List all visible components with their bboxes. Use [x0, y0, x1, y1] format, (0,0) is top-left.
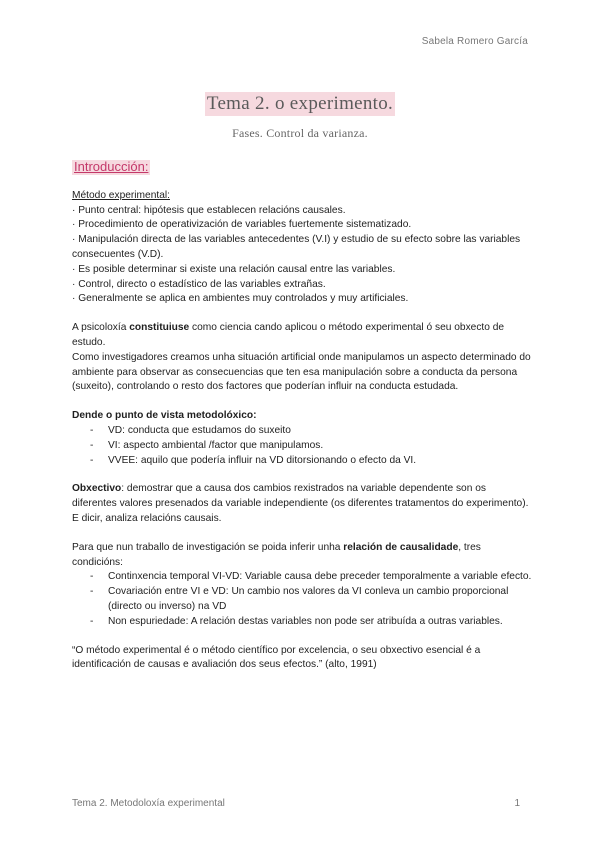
- list-item: - Continxencia temporal VI-VD: Variable causa debe preceder temporalmente a variable efecto.: [90, 570, 532, 585]
- list-item: - VVEE: aquilo que podería influir na VD ditorsionando o efecto da VI.: [90, 454, 532, 469]
- list-item: - Covariación entre VI e VD: Un cambio nos valores da VI conleva un cambio proporcional (directo ou inverso) na VD: [90, 585, 532, 615]
- document-body: [72, 160, 532, 673]
- causalidade-intro: Para que nun traballo de investigación se poida inferir unha relación de causalidade, tres condicións:: [72, 541, 481, 568]
- vista-block: [72, 409, 532, 468]
- bold-term: Obxectivo: [72, 483, 122, 495]
- list-item: - VI: aspecto ambiental /factor que manipulamos.: [90, 439, 532, 454]
- metodo-item: · Generalmente se aplica en ambientes muy controlados y muy artificiales.: [72, 293, 409, 305]
- metodo-item: · Manipulación directa de las variables antecedentes (V.I) y estudio de su efecto sobre las variables consecuentes (V.D).: [72, 234, 521, 260]
- page-number: 1: [514, 798, 520, 809]
- metodo-item: · Punto central: hipótesis que establecen relacións causales.: [72, 204, 346, 216]
- list-item: - VD: conducta que estudamos do suxeito: [90, 424, 532, 439]
- paragraph-obxectivo: Obxectivo: demostrar que a causa dos cambios rexistrados na variable dependente son os diferentes valores presenados da variable independiente (os diferentes tratamentos do experimento). E dicir, analiza relacións causais.: [72, 483, 529, 524]
- bold-term: relación de causalidade: [343, 541, 459, 553]
- vista-list: [72, 424, 532, 468]
- paragraph-psicoloxia: A psicoloxía constituiuse como ciencia cando aplicou o método experimental ó seu obxecto de estudo.: [72, 322, 505, 348]
- metodo-item: · Control, directo o estadístico de las variables extrañas.: [72, 278, 326, 290]
- list-item: - Non espuriedade: A relación destas variables non pode ser atribuída a outras variables.: [90, 615, 532, 630]
- metodo-block: [72, 189, 532, 307]
- page-subtitle: Fases. Control da varianza.: [232, 126, 368, 140]
- quote: “O método experimental é o método científico por excelencia, o seu obxectivo esencial é a identificación de causas e avaliación dos seus efectos.” (alto, 1991): [72, 644, 481, 671]
- metodo-heading: Método experimental:: [72, 189, 170, 201]
- bold-term: constituiuse: [129, 322, 190, 334]
- author-name: Sabela Romero García: [421, 36, 528, 47]
- metodo-item: · Procedimiento de operativización de variables fuertemente sistematizado.: [72, 219, 412, 231]
- vista-heading: Dende o punto de vista metodolóxico:: [72, 410, 257, 422]
- metodo-item: · Es posible determinar si existe una relación causal entre las variables.: [72, 263, 396, 275]
- causalidade-block: [72, 541, 532, 630]
- section-heading: Introducción:: [74, 159, 149, 174]
- footer-title: Tema 2. Metodoloxía experimental: [72, 798, 225, 809]
- paragraph-investigadores: Como investigadores creamos unha situación artificial onde manipulamos un aspecto determinado do ambiente para observar as consecuencias que ten esa manipulación sobre a conducta da persona (suxeito), controlando o resto dos factores que poderían influir na conducta estudada.: [72, 351, 531, 393]
- title-container: [0, 92, 600, 116]
- condicions-list: [72, 570, 532, 629]
- page-title: Tema 2. o experimento.: [206, 93, 394, 114]
